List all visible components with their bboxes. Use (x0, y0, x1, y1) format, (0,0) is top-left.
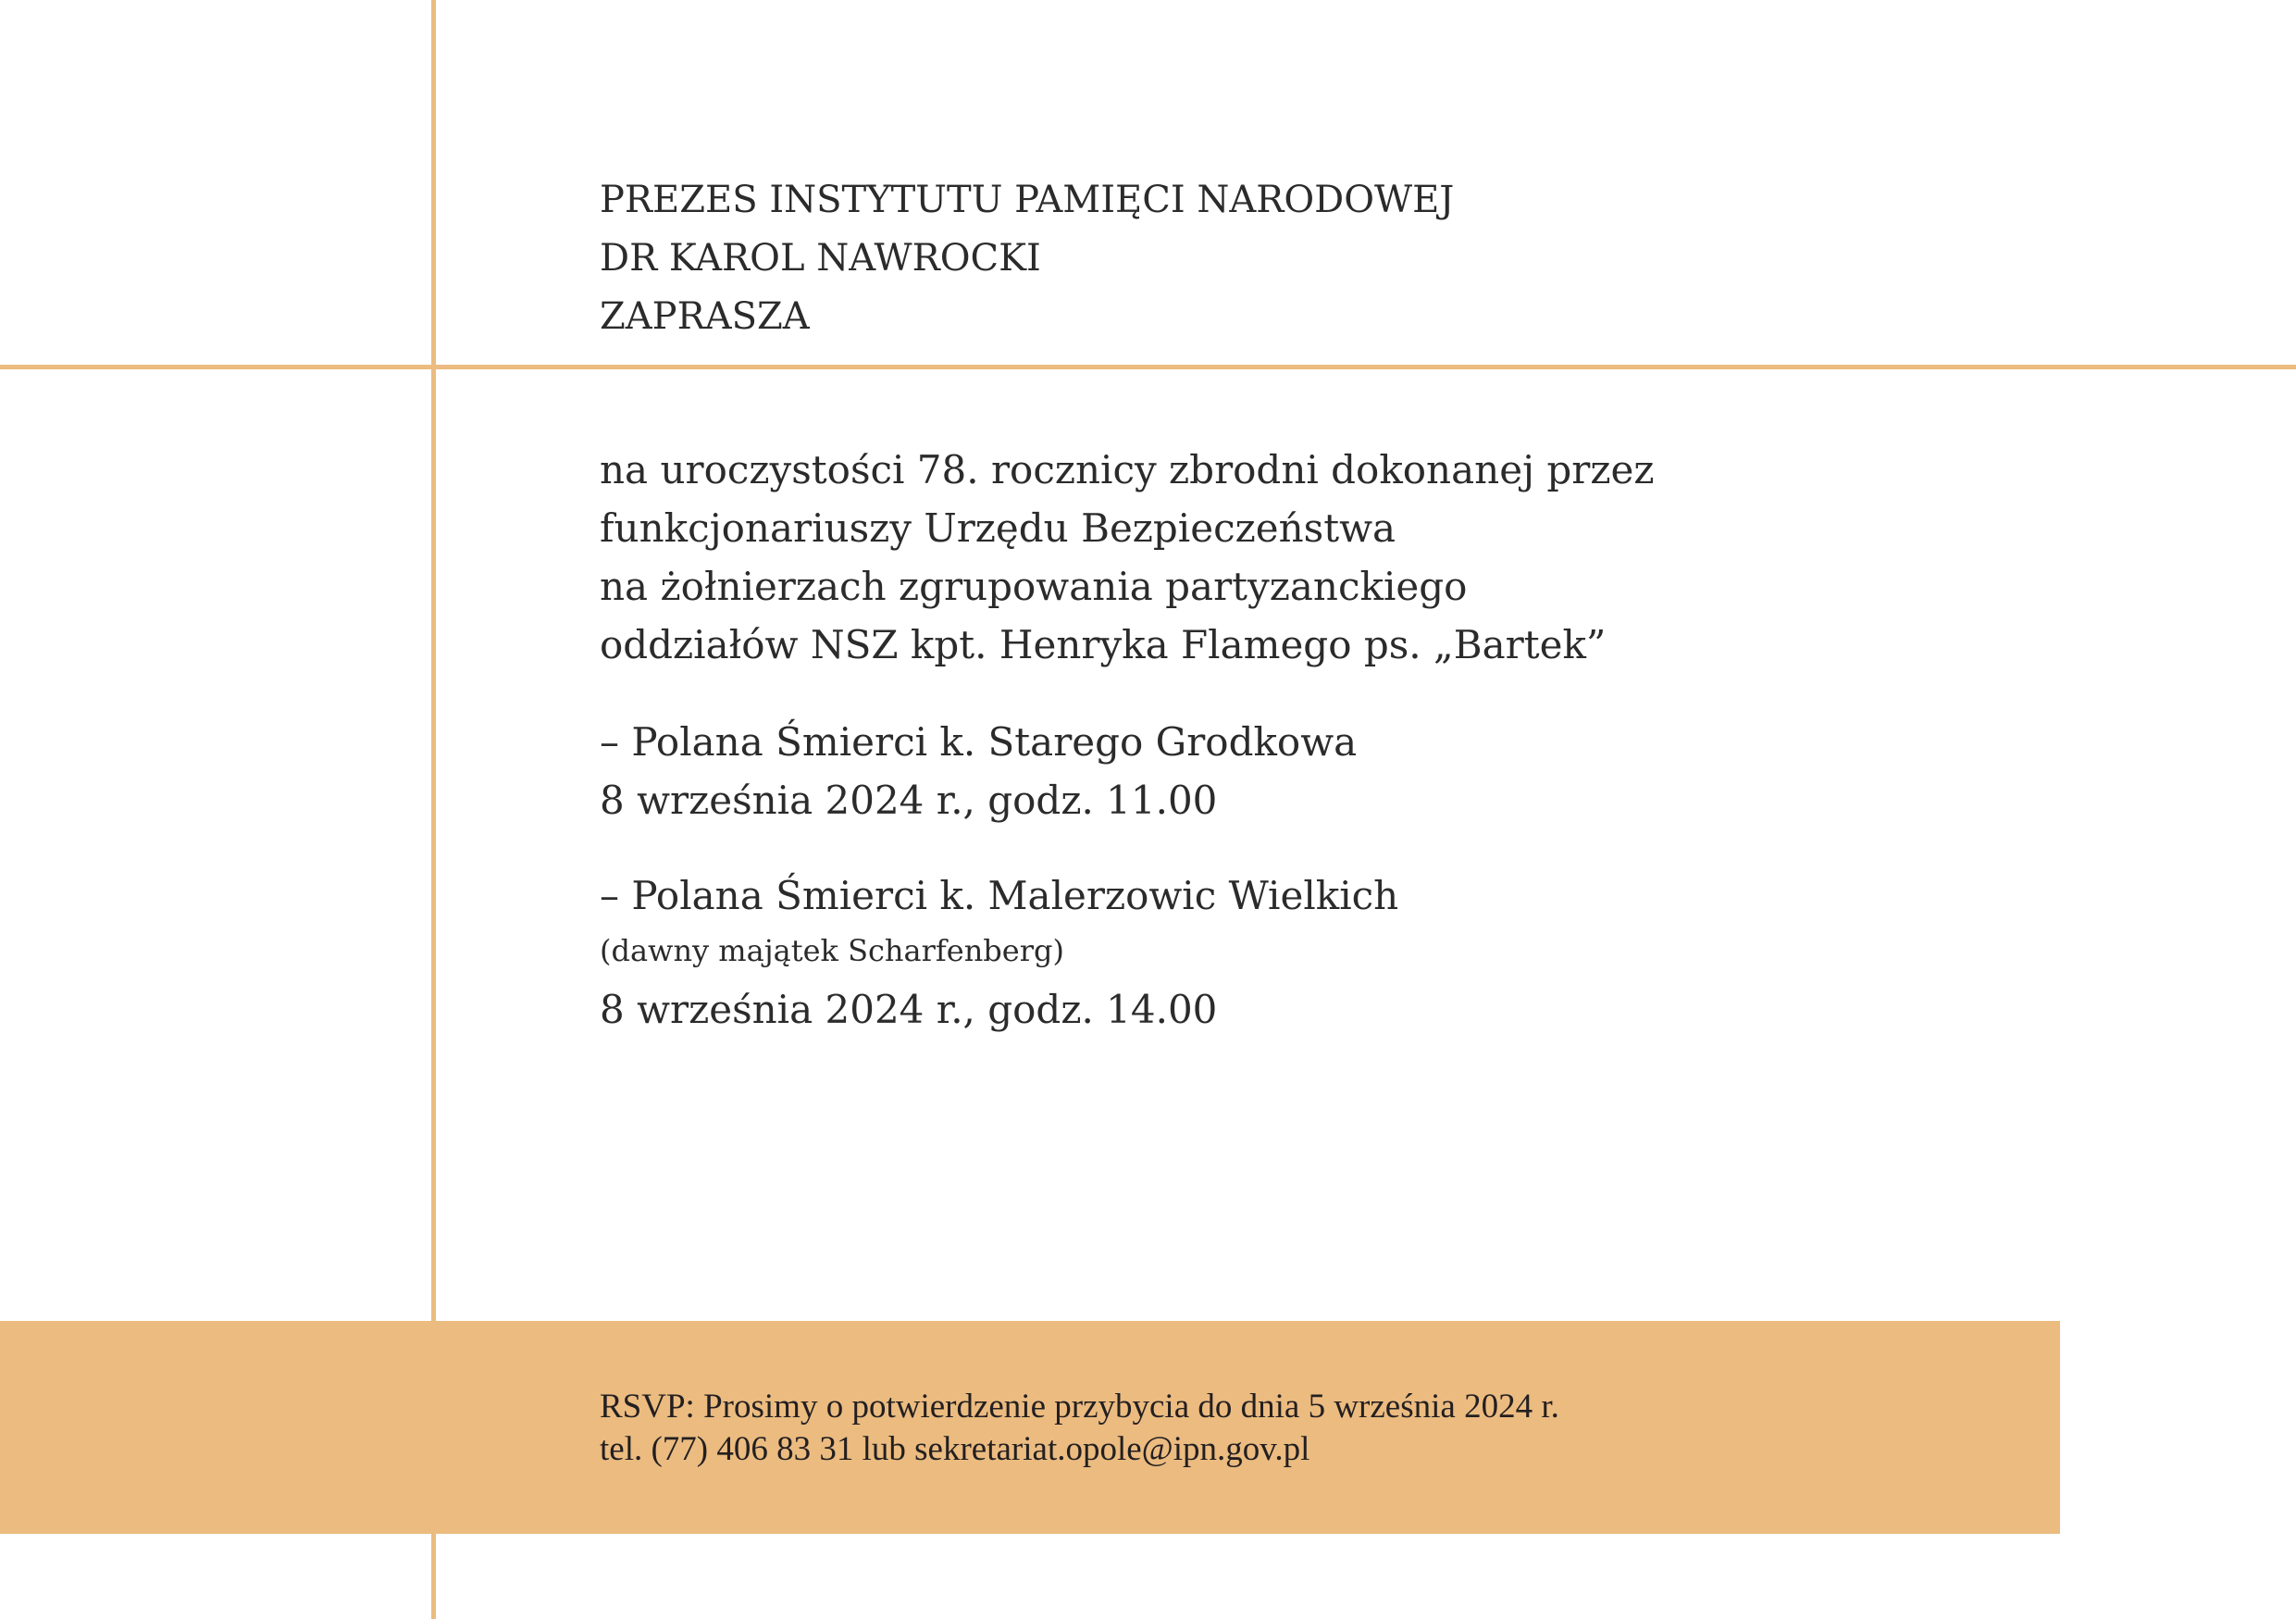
event-2-note: (dawny majątek Scharfenberg) (600, 933, 1064, 968)
rsvp-band (0, 1321, 2060, 1534)
rsvp-text (600, 1386, 1559, 1471)
intro-line: funkcjonariuszy Urzędu Bezpieczeństwa (600, 505, 1396, 551)
event-1-place: – Polana Śmierci k. Starego Grodkowa (600, 719, 1358, 765)
invitation-header (600, 171, 1454, 346)
event-1 (600, 713, 1655, 829)
event-2 (600, 866, 1655, 1039)
invitation-body (600, 441, 1655, 1039)
event-2-datetime: 8 września 2024 r., godz. 14.00 (600, 987, 1218, 1032)
intro-line: na uroczystości 78. rocznicy zbrodni dokonanej przez (600, 447, 1655, 492)
header-line-invites: ZAPRASZA (600, 295, 810, 338)
intro-line: oddziałów NSZ kpt. Henryka Flamego ps. „Bartek” (600, 622, 1607, 667)
horizontal-divider-line (0, 365, 2296, 369)
rsvp-line-contact: tel. (77) 406 83 31 lub sekretariat.opole@ipn.gov.pl (600, 1430, 1310, 1468)
rsvp-line-deadline: RSVP: Prosimy o potwierdzenie przybycia do dnia 5 września 2024 r. (600, 1388, 1559, 1426)
intro-paragraph (600, 441, 1655, 674)
event-2-place: – Polana Śmierci k. Malerzowic Wielkich (600, 873, 1399, 918)
header-line-name: DR KAROL NAWROCKI (600, 237, 1041, 280)
event-1-datetime: 8 września 2024 r., godz. 11.00 (600, 778, 1218, 823)
intro-line: na żołnierzach zgrupowania partyzanckiego (600, 564, 1468, 609)
header-line-title: PREZES INSTYTUTU PAMIĘCI NARODOWEJ (600, 179, 1455, 221)
